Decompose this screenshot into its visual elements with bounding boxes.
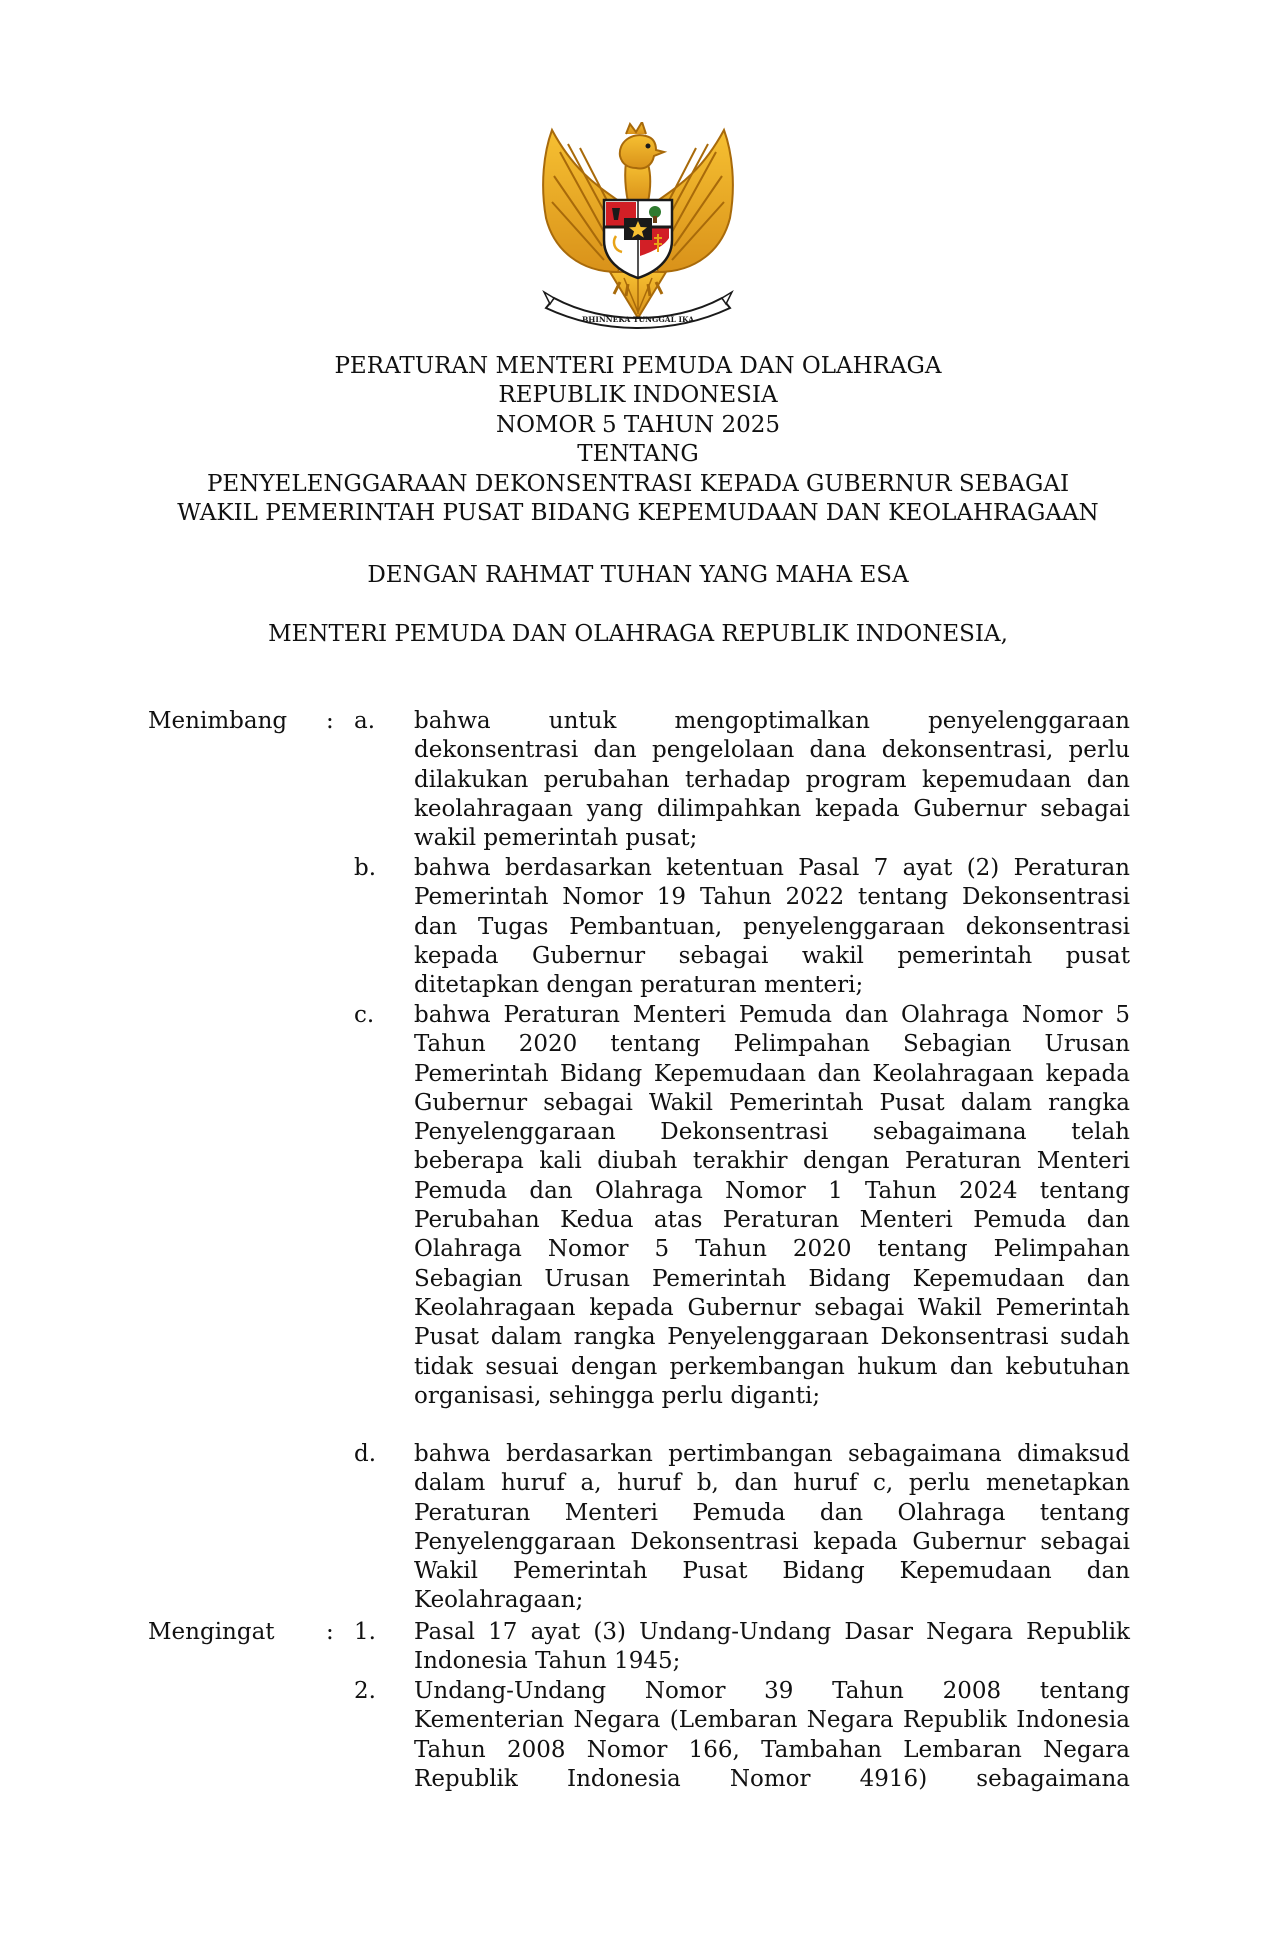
title-line-5: PENYELENGGARAAN DEKONSENTRASI KEPADA GUBERNUR SEBAGAI	[206, 470, 1070, 497]
title-line-2: REPUBLIK INDONESIA	[498, 382, 778, 409]
item-text: bahwa Peraturan Menteri Pemuda dan Olahraga Nomor 5 Tahun 2020 tentang Pelimpahan Sebagian Urusan Pemerintah Bidang Kepemudaan dan Keolahragaan kepada Gubernur sebagai Wakil Pemerintah Pusat dalam rangka Penyelenggaraan Dekonsentrasi sebagaimana telah beberapa kali diubah terakhir dengan Peraturan Menteri Pemuda dan Olahraga Nomor 1 Tahun 2024 tentang Perubahan Kedua atas Peraturan Menteri Pemuda dan Olahraga Nomor 5 Tahun 2020 tentang Pelimpahan Sebagian Urusan Pemerintah Bidang Kepemudaan dan Keolahragaan kepada Gubernur sebagai Wakil Pemerintah Pusat dalam rangka Penyelenggaraan Dekonsentrasi sudah tidak sesuai dengan perkembangan hukum dan kebutuhan organisasi, sehingga perlu diganti;	[414, 1002, 1130, 1409]
title-line-1: PERATURAN MENTERI PEMUDA DAN OLAHRAGA	[334, 353, 942, 379]
item-marker: d.	[354, 1441, 377, 1467]
item-marker: 1.	[354, 1619, 376, 1645]
item-text: bahwa berdasarkan pertimbangan sebagaimana dimaksud dalam huruf a, huruf b, dan huruf c, perlu menetapkan Peraturan Menteri Pemuda dan Olahraga tentang Penyelenggaraan Dekonsentrasi kepada Gubernur sebagai Wakil Pemerintah Pusat Bidang Kepemudaan dan Keolahragaan;	[414, 1441, 1130, 1614]
item-text: bahwa untuk mengoptimalkan penyelenggaraan dekonsentrasi dan pengelolaan dana dekonsentrasi, perlu dilakukan perubahan terhadap program kepemudaan dan keolahragaan yang dilimpahkan kepada Gubernur sebagai wakil pemerintah pusat;	[414, 708, 1130, 852]
title-line-6: WAKIL PEMERINTAH PUSAT BIDANG KEPEMUDAAN DAN KEOLAHRAGAAN	[177, 500, 1099, 527]
item-marker: b.	[354, 855, 377, 881]
garuda-head	[620, 135, 664, 168]
item-text: Pasal 17 ayat (3) Undang-Undang Dasar Negara Republik Indonesia Tahun 1945;	[414, 1619, 1130, 1675]
menteri-line: MENTERI PEMUDA DAN OLAHRAGA REPUBLIK INDONESIA,	[268, 621, 1008, 647]
menimbang-label: Menimbang	[148, 708, 288, 734]
mengingat-label: Mengingat	[148, 1619, 275, 1645]
title-line-4: TENTANG	[577, 441, 699, 468]
rahmat-line: DENGAN RAHMAT TUHAN YANG MAHA ESA	[367, 562, 909, 588]
item-marker: 2.	[354, 1678, 376, 1704]
mengingat-colon: :	[326, 1619, 334, 1645]
item-marker: a.	[354, 708, 376, 734]
garuda-emblem-graphic	[540, 122, 736, 332]
motto-text: BHINNEKA TUNGGAL IKA	[581, 315, 695, 324]
item-text: bahwa berdasarkan ketentuan Pasal 7 ayat (2) Peraturan Pemerintah Nomor 19 Tahun 2022 tentang Dekonsentrasi dan Tugas Pembantuan, penyelenggaraan dekonsentrasi kepada Gubernur sebagai wakil pemerintah pusat ditetapkan dengan peraturan menteri;	[414, 855, 1130, 999]
regulation-title	[100, 352, 1176, 528]
item-marker: c.	[354, 1002, 375, 1028]
garuda-pancasila-emblem	[540, 122, 736, 332]
item-text: Undang-Undang Nomor 39 Tahun 2008 tentang Kementerian Negara (Lembaran Negara Republik Indonesia Tahun 2008 Nomor 166, Tambahan Lembaran Negara Republik Indonesia Nomor 4916) sebagaimana	[414, 1678, 1130, 1792]
title-line-3: NOMOR 5 TAHUN 2025	[495, 411, 781, 438]
menimbang-colon: :	[326, 708, 334, 734]
